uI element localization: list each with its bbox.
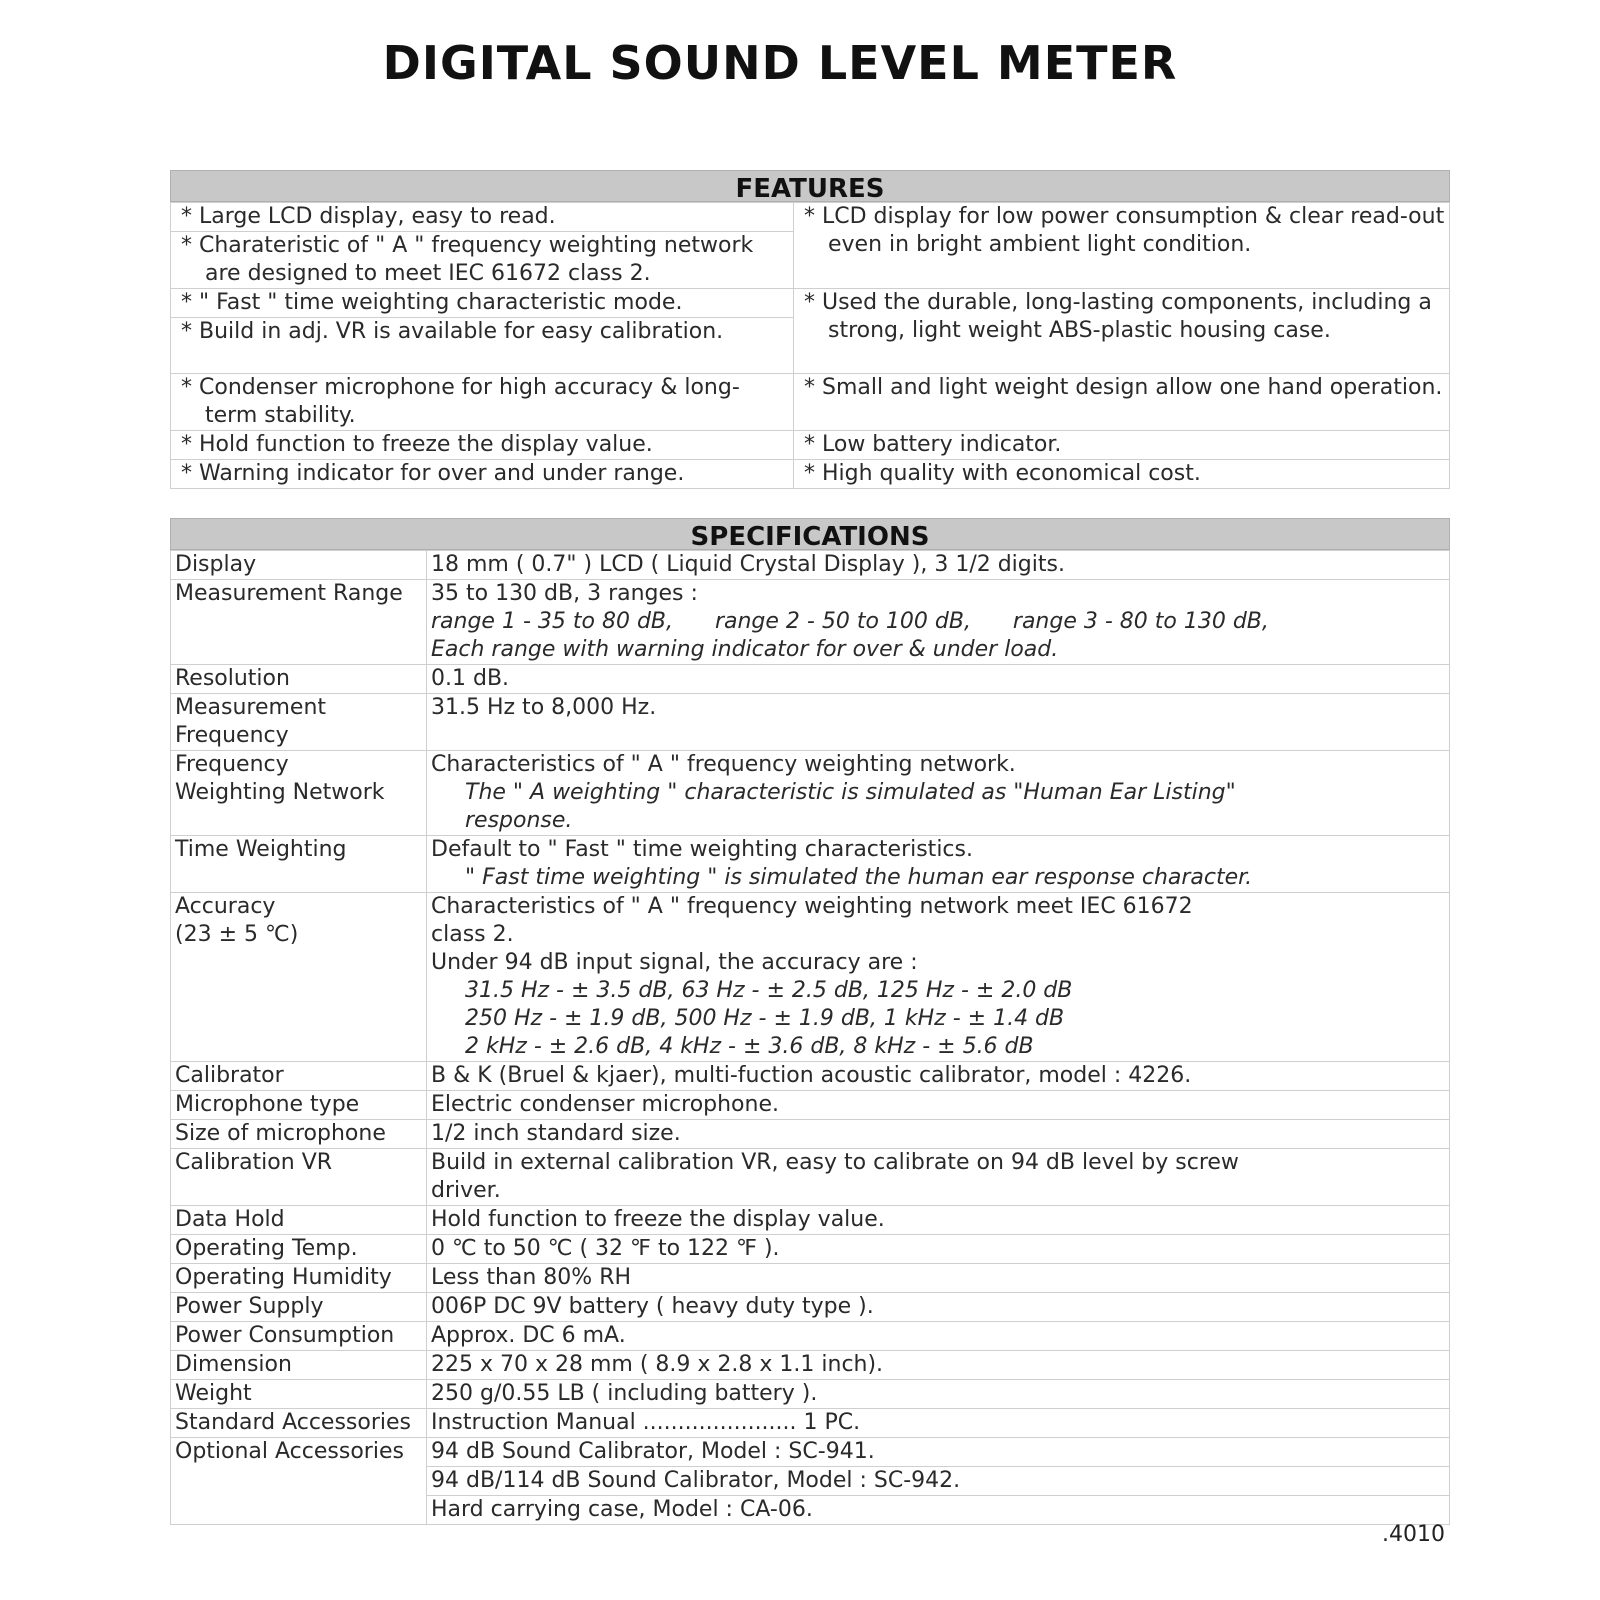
spec-label: Calibrator [171, 1062, 427, 1091]
spec-label: Data Hold [171, 1206, 427, 1235]
specifications-heading: SPECIFICATIONS [170, 518, 1450, 550]
features-section [170, 170, 1450, 489]
spec-row-weight [171, 1380, 1450, 1409]
spec-value: Hold function to freeze the display value. [427, 1206, 1450, 1235]
spec-row-power-consumption [171, 1322, 1450, 1351]
spec-label: Power Consumption [171, 1322, 427, 1351]
spec-row-calibrator [171, 1062, 1450, 1091]
spec-row-standard-accessories [171, 1409, 1450, 1438]
spec-row-power-supply [171, 1293, 1450, 1322]
feature-item: * " Fast " time weighting characteristic mode. [171, 289, 794, 318]
spec-value: Approx. DC 6 mA. [427, 1322, 1450, 1351]
feature-item: * Build in adj. VR is available for easy calibration. [171, 318, 794, 374]
spec-row-dimension [171, 1351, 1450, 1380]
spec-row-data-hold [171, 1206, 1450, 1235]
feature-item: * Used the durable, long-lasting components, including a strong, light weight ABS-plastic housing case. [794, 289, 1450, 374]
spec-value: 18 mm ( 0.7" ) LCD ( Liquid Crystal Display ), 3 1/2 digits. [427, 551, 1450, 580]
spec-label: Power Supply [171, 1293, 427, 1322]
spec-row-optional-accessories [171, 1438, 1450, 1467]
spec-label: Measurement Frequency [171, 694, 427, 751]
spec-value: 35 to 130 dB, 3 ranges : range 1 - 35 to 80 dB, range 2 - 50 to 100 dB, range 3 - 80 to 130 dB, Each range with warning indicator for over & under load. [427, 580, 1450, 665]
spec-label: Operating Temp. [171, 1235, 427, 1264]
feature-item: * Hold function to freeze the display value. [171, 431, 794, 460]
spec-value: 0 ℃ to 50 ℃ ( 32 ℉ to 122 ℉ ). [427, 1235, 1450, 1264]
spec-label: Frequency Weighting Network [171, 751, 427, 836]
feature-item: * Condenser microphone for high accuracy & long-term stability. [171, 374, 794, 431]
spec-value: B & K (Bruel & kjaer), multi-fuction acoustic calibrator, model : 4226. [427, 1062, 1450, 1091]
spec-value: 250 g/0.55 LB ( including battery ). [427, 1380, 1450, 1409]
spec-row-microphone-type [171, 1091, 1450, 1120]
spec-label: Calibration VR [171, 1149, 427, 1206]
spec-label: Resolution [171, 665, 427, 694]
spec-value: Default to " Fast " time weighting characteristics. " Fast time weighting " is simulated the human ear response character. [427, 836, 1450, 893]
specifications-table [170, 550, 1450, 1525]
spec-label: Microphone type [171, 1091, 427, 1120]
spec-row-microphone-size [171, 1120, 1450, 1149]
spec-value: Characteristics of " A " frequency weighting network. The " A weighting " characteristic is simulated as "Human Ear Listing" response. [427, 751, 1450, 836]
feature-item: * Low battery indicator. [794, 431, 1450, 460]
spec-row-operating-temp [171, 1235, 1450, 1264]
spec-row-time-weighting [171, 836, 1450, 893]
spec-label: Dimension [171, 1351, 427, 1380]
spec-value: 94 dB Sound Calibrator, Model : SC-941. [427, 1438, 1450, 1467]
spec-label: Display [171, 551, 427, 580]
spec-value: Electric condenser microphone. [427, 1091, 1450, 1120]
spec-value: Instruction Manual ...................... 1 PC. [427, 1409, 1450, 1438]
spec-value: 1/2 inch standard size. [427, 1120, 1450, 1149]
spec-row-resolution [171, 665, 1450, 694]
features-heading: FEATURES [170, 170, 1450, 202]
spec-label: Time Weighting [171, 836, 427, 893]
spec-label: Weight [171, 1380, 427, 1409]
spec-value: 006P DC 9V battery ( heavy duty type ). [427, 1293, 1450, 1322]
spec-label: Accuracy (23 ± 5 ℃) [171, 893, 427, 1062]
spec-row-display [171, 551, 1450, 580]
spec-value: Build in external calibration VR, easy to calibrate on 94 dB level by screw driver. [427, 1149, 1450, 1206]
spec-row-calibration-vr [171, 1149, 1450, 1206]
page-code: .4010 [1382, 1522, 1445, 1547]
spec-value: Hard carrying case, Model : CA-06. [427, 1496, 1450, 1525]
spec-value: 225 x 70 x 28 mm ( 8.9 x 2.8 x 1.1 inch). [427, 1351, 1450, 1380]
spec-value: 0.1 dB. [427, 665, 1450, 694]
spec-value: 31.5 Hz to 8,000 Hz. [427, 694, 1450, 751]
spec-value: 94 dB/114 dB Sound Calibrator, Model : SC-942. [427, 1467, 1450, 1496]
spec-row-frequency [171, 694, 1450, 751]
spec-value: Characteristics of " A " frequency weighting network meet IEC 61672 class 2. Under 94 dB input signal, the accuracy are : 31.5 Hz - ± 3.5 dB, 63 Hz - ± 2.5 dB, 125 Hz - ± 2.0 dB 250 Hz - ± 1.9 dB, 500 Hz - ± 1.9 dB, 1 kHz - ± 1.4 dB 2 kHz - ± 2.6 dB, 4 kHz - ± 3.6 dB, 8 kHz - ± 5.6 dB [427, 893, 1450, 1062]
feature-item: * LCD display for low power consumption & clear read-out even in bright ambient light condition. [794, 203, 1450, 289]
spec-row-accuracy [171, 893, 1450, 1062]
spec-label: Size of microphone [171, 1120, 427, 1149]
feature-item: * Charateristic of " A " frequency weighting network are designed to meet IEC 61672 class 2. [171, 232, 794, 289]
spec-row-operating-humidity [171, 1264, 1450, 1293]
specifications-section [170, 518, 1450, 1525]
spec-label: Optional Accessories [171, 1438, 427, 1525]
feature-item: * Large LCD display, easy to read. [171, 203, 794, 232]
spec-label: Measurement Range [171, 580, 427, 665]
spec-value: Less than 80% RH [427, 1264, 1450, 1293]
spec-row-weighting-network [171, 751, 1450, 836]
spec-label: Standard Accessories [171, 1409, 427, 1438]
feature-item: * High quality with economical cost. [794, 460, 1450, 489]
features-table [170, 202, 1450, 489]
spec-row-measurement-range [171, 580, 1450, 665]
page-title: DIGITAL SOUND LEVEL METER [382, 36, 1178, 90]
spec-label: Operating Humidity [171, 1264, 427, 1293]
feature-item: * Small and light weight design allow one hand operation. [794, 374, 1450, 431]
feature-item: * Warning indicator for over and under range. [171, 460, 794, 489]
